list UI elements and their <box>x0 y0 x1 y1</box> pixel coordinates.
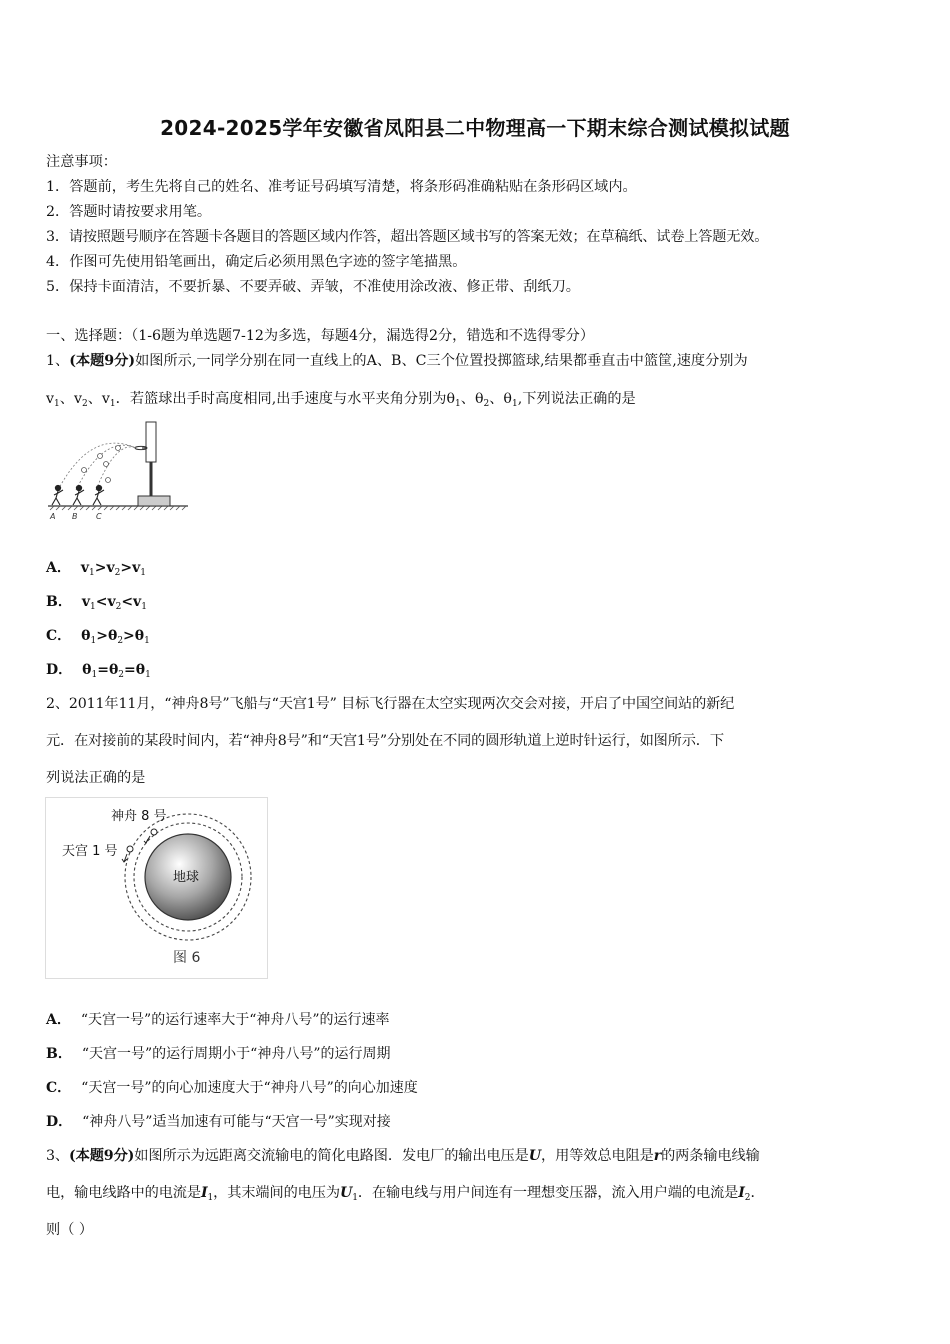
q1-v1-sub: 1 <box>54 399 60 409</box>
notice-item-2: 2．答题时请按要求用笔。 <box>46 204 212 220</box>
q1-stem-2: ．若篮球出手时高度相同,出手速度与水平夹角分别为θ <box>115 391 456 407</box>
q3-r: r <box>653 1148 662 1164</box>
option-key: C． <box>46 1080 72 1096</box>
opt-sub: 1 <box>89 568 95 578</box>
tiangong-label: 天宫 1 号 <box>62 844 118 859</box>
notice-item-3: 3．请按照题号顺序在答题卡各题目的答题区域内作答，超出答题区域书写的答案无效；在草稿纸、试卷上答题无效。 <box>46 229 769 245</box>
opt-sub: 1 <box>91 670 98 680</box>
q3-stem-7: ． <box>750 1185 765 1201</box>
opt-part: v <box>80 560 90 576</box>
q3-stem-6: ．在输电线与用户间连有一理想变压器，流入用户端的电流是 <box>357 1185 739 1201</box>
q1-v3-sub: 1 <box>109 399 116 409</box>
option-text: “天宫一号”的运行速率大于“神舟八号”的运行速率 <box>80 1012 390 1028</box>
ground-hatch <box>50 506 186 510</box>
option-key: C． <box>46 628 72 644</box>
q2-line-2: 元．在对接前的某段时间内，若“神舟8号”和“天宫1号”分别处在不同的圆形轨道上逆时针运行，如图所示．下 <box>46 733 724 749</box>
q1-option-a[interactable] <box>46 559 146 582</box>
opt-part: v <box>81 594 90 610</box>
opt-sub: 1 <box>144 636 150 646</box>
section-heading: 一、选择题：（1-6题为单选题7-12为多选，每题4分，漏选得2分，错选和不选得零分） <box>46 328 595 344</box>
q1-sep1: 、 <box>59 391 74 407</box>
q3-line-1 <box>46 1147 760 1165</box>
trajectories <box>58 443 136 490</box>
notice-item-1: 1．答题前，考生先将自己的姓名、准考证号码填写清楚，将条形码准确粘贴在条形码区域内。 <box>46 179 637 195</box>
q1-v1: v <box>46 391 55 407</box>
opt-sub: 1 <box>90 636 97 646</box>
earth-label: 地球 <box>173 870 200 885</box>
notice-item-5: 5．保持卡面清洁，不要折暴、不要弄破、弄皱，不准使用涂改液、修正带、刮纸刀。 <box>46 279 580 295</box>
opt-part: >θ <box>123 628 145 644</box>
q3-stem-1: 如图所示为远距离交流输电的简化电路图．发电厂的输出电压是 <box>134 1148 529 1164</box>
q3-i2-sub: 2 <box>744 1193 751 1203</box>
q2-option-a[interactable] <box>46 1011 390 1029</box>
q1-line-1 <box>46 352 748 370</box>
q3-line-3: 则（ ） <box>46 1222 94 1238</box>
figure-caption: 图 6 <box>173 950 201 966</box>
throwers <box>52 485 104 505</box>
option-key: B． <box>46 1046 72 1062</box>
q2-option-d[interactable] <box>46 1113 391 1131</box>
opt-part: θ <box>81 628 91 644</box>
q2-line-3: 列说法正确的是 <box>46 770 146 786</box>
q1-stem-3: ,下列说法正确的是 <box>517 391 636 407</box>
q3-tag: (本题9分) <box>69 1148 135 1164</box>
opt-part: >v <box>94 560 115 576</box>
q2-option-c[interactable] <box>46 1079 418 1097</box>
option-text: “天宫一号”的向心加速度大于“神舟八号”的向心加速度 <box>81 1080 418 1096</box>
q1-t2-sub: 2 <box>483 399 490 409</box>
q3-i2: I <box>738 1185 745 1201</box>
q1-number: 1、 <box>46 353 70 369</box>
q3-stem-3: 的两条输电线输 <box>661 1148 760 1164</box>
q1-sep2: 、 <box>87 391 102 407</box>
q2-line-1: 2、2011年11月，“神舟8号”飞船与“天宫1号” 目标飞行器在太空实现两次交会对接，开启了中国空间站的新纪 <box>46 696 735 712</box>
notice-heading: 注意事项： <box>46 154 117 170</box>
option-key: A． <box>46 560 71 576</box>
q1-t1-sub: 1 <box>455 399 461 409</box>
q1-basketball-figure <box>46 418 192 522</box>
option-key: B． <box>46 594 72 610</box>
opt-part: <v <box>95 594 116 610</box>
opt-sub: 1 <box>145 670 151 680</box>
q1-v2: v <box>73 391 82 407</box>
q1-sepb: 、θ <box>489 391 512 407</box>
q1-stem-1: 如图所示,一同学分别在同一直线上的A、B、C三个位置投掷篮球,结果都垂直击中篮筐,速度分别为 <box>135 353 748 369</box>
opt-sub: 1 <box>141 602 147 612</box>
q1-t3-sub: 1 <box>511 399 518 409</box>
basket-stand <box>135 422 170 506</box>
q1-line-2 <box>46 390 636 413</box>
opt-sub: 2 <box>115 602 122 612</box>
q3-number: 3、 <box>46 1148 70 1164</box>
q3-stem-4: 电，输电线路中的电流是 <box>46 1185 201 1201</box>
opt-part: =θ <box>97 662 119 678</box>
opt-part: <v <box>121 594 142 610</box>
option-key: D． <box>46 662 73 678</box>
q3-stem-2: ，用等效总电阻是 <box>541 1148 654 1164</box>
q1-v3: v <box>101 391 110 407</box>
label-a: A <box>50 512 56 521</box>
opt-sub: 1 <box>140 568 146 578</box>
q1-option-c[interactable] <box>46 627 150 650</box>
opt-part: >θ <box>96 628 118 644</box>
balls <box>82 446 121 483</box>
q3-u: U <box>528 1148 542 1164</box>
opt-part: θ <box>82 662 92 678</box>
q1-option-b[interactable] <box>46 593 147 616</box>
shenzhou-craft <box>151 829 157 835</box>
q1-v2-sub: 2 <box>81 399 88 409</box>
opt-sub: 2 <box>114 568 121 578</box>
notice-item-4: 4．作图可先使用铅笔画出，确定后必须用黑色字迹的签字笔描黑。 <box>46 254 467 270</box>
q3-stem-5: ，其末端间的电压为 <box>213 1185 340 1201</box>
page-title: 2024-2025学年安徽省凤阳县二中物理高一下期末综合测试模拟试题 <box>160 116 790 140</box>
option-key: D． <box>46 1114 73 1130</box>
q3-u1: U <box>339 1185 353 1201</box>
opt-sub: 2 <box>117 636 124 646</box>
q3-i1: I <box>200 1185 208 1201</box>
label-b: B <box>72 512 78 521</box>
option-text: “神舟八号”适当加速有可能与“天宫一号”实现对接 <box>82 1114 391 1130</box>
opt-part: =θ <box>124 662 146 678</box>
q2-orbit-figure <box>45 797 268 979</box>
opt-sub: 2 <box>118 670 125 680</box>
q1-tag: (本题9分) <box>69 353 136 369</box>
option-key: A． <box>46 1012 71 1028</box>
q1-option-d[interactable] <box>46 661 151 684</box>
q3-i1-sub: 1 <box>207 1193 214 1203</box>
option-text: “天宫一号”的运行周期小于“神舟八号”的运行周期 <box>81 1046 391 1062</box>
opt-sub: 1 <box>89 602 96 612</box>
q1-sepa: 、θ <box>460 391 484 407</box>
label-c: C <box>96 512 102 521</box>
tiangong-craft <box>127 846 133 852</box>
q3-u1-sub: 1 <box>352 1193 358 1203</box>
q3-line-2 <box>46 1184 765 1207</box>
opt-part: >v <box>120 560 141 576</box>
shenzhou-label: 神舟 8 号 <box>111 809 167 824</box>
q2-option-b[interactable] <box>46 1045 390 1063</box>
